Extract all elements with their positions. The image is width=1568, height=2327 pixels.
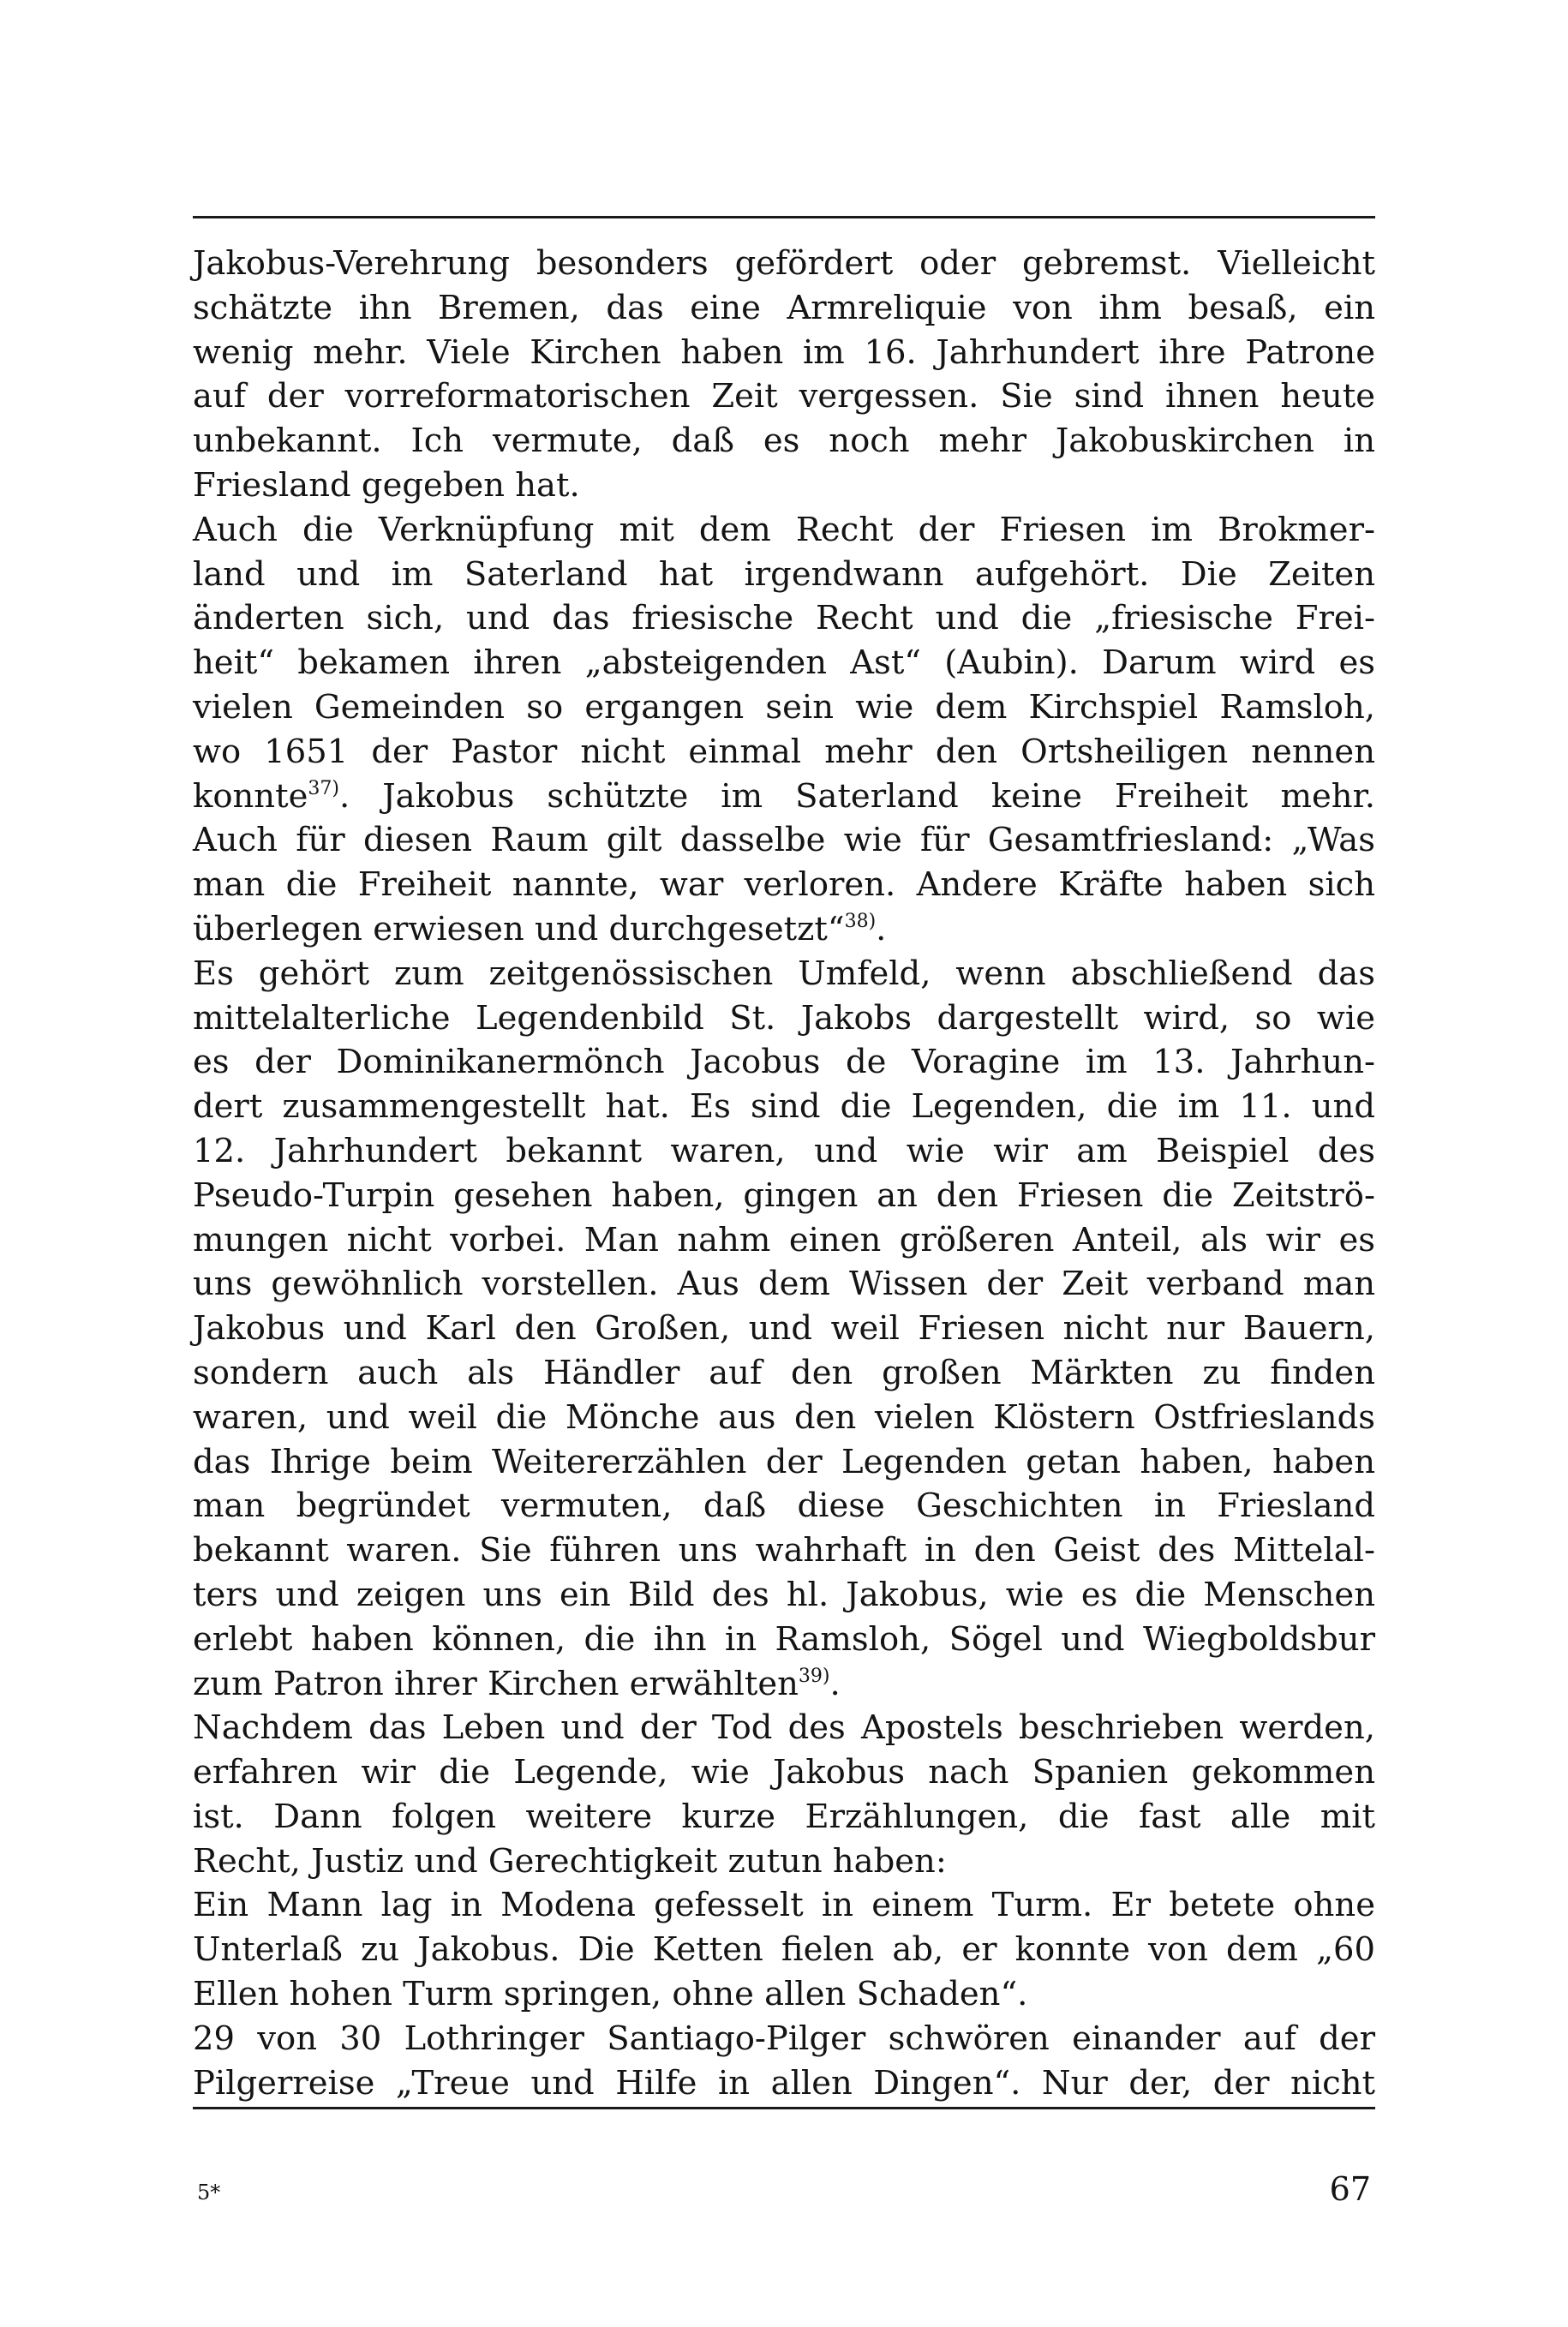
- text-line: Auch die Verknüpfung mit dem Recht der Friesen im Brokmer-: [193, 510, 1375, 549]
- text-line: änderten sich, und das friesische Recht und die „friesische Frei-: [193, 599, 1375, 638]
- text-line: vielen Gemeinden so ergangen sein wie dem Kirchspiel Ramsloh,: [193, 687, 1375, 727]
- text-line: wenig mehr. Viele Kirchen haben im 16. Jahrhundert ihre Patrone: [193, 332, 1375, 372]
- text-line: mittelalterliche Legendenbild St. Jakobs dargestellt wird, so wie: [193, 998, 1375, 1038]
- text-line: Friesland gegeben hat.: [193, 465, 580, 505]
- paragraph: [193, 1706, 1375, 1883]
- line-text: .: [876, 909, 887, 948]
- top-rule: [193, 216, 1375, 218]
- line-text: überlegen erwiesen und durchgesetzt“: [193, 909, 845, 948]
- bottom-rule: [193, 2107, 1375, 2109]
- line-text: . Jakobus schützte im Saterland keine Freiheit mehr.: [338, 776, 1375, 816]
- footnote-ref: 39): [798, 1665, 830, 1687]
- text-line: es der Dominikanermönch Jacobus de Voragine im 13. Jahrhun-: [193, 1043, 1375, 1082]
- text-line: dert zusammengestellt hat. Es sind die Legenden, die im 11. und: [193, 1087, 1375, 1127]
- paragraph: [193, 1883, 1375, 2016]
- text-line: uns gewöhnlich vorstellen. Aus dem Wissen der Zeit verband man: [193, 1265, 1375, 1304]
- text-line: [193, 907, 1375, 952]
- text-line: Es gehört zum zeitgenössischen Umfeld, wenn abschließend das: [193, 954, 1375, 993]
- text-line: Unterlaß zu Jakobus. Die Ketten fielen ab, er konnte von dem „60: [193, 1930, 1375, 1970]
- text-line: wo 1651 der Pastor nicht einmal mehr den Ortsheiligen nennen: [193, 732, 1375, 771]
- line-text: konnte: [193, 776, 308, 816]
- text-line: ters und zeigen uns ein Bild des hl. Jakobus, wie es die Menschen: [193, 1575, 1375, 1614]
- text-line: mungen nicht vorbei. Man nahm einen größeren Anteil, als wir es: [193, 1220, 1375, 1259]
- text-line: schätzte ihn Bremen, das eine Armreliquie von ihm besaß, ein: [193, 288, 1375, 327]
- text-line: Auch für diesen Raum gilt dasselbe wie für Gesamtfriesland: „Was: [193, 821, 1375, 860]
- text-line: Nachdem das Leben und der Tod des Apostels beschrieben werden,: [193, 1708, 1375, 1748]
- body-text: [193, 242, 1375, 2105]
- text-line: land und im Saterland hat irgendwann aufgehört. Die Zeiten: [193, 554, 1375, 594]
- signature-mark: 5*: [197, 2180, 221, 2204]
- text-line: man die Freiheit nannte, war verloren. Andere Kräfte haben sich: [193, 865, 1375, 905]
- text-line: Pseudo-Turpin gesehen haben, gingen an den Friesen die Zeitströ-: [193, 1175, 1375, 1215]
- text-line: erfahren wir die Legende, wie Jakobus nach Spanien gekommen: [193, 1753, 1375, 1792]
- text-line: [193, 1662, 1375, 1707]
- line-text: .: [829, 1664, 841, 1703]
- text-line: 29 von 30 Lothringer Santiago-Pilger schwören einander auf der: [193, 2019, 1375, 2058]
- text-line: sondern auch als Händler auf den großen Märkten zu finden: [193, 1353, 1375, 1392]
- text-line: ist. Dann folgen weitere kurze Erzählungen, die fast alle mit: [193, 1797, 1375, 1836]
- paragraph: [193, 952, 1375, 1707]
- text-line: Ein Mann lag in Modena gefesselt in einem Turm. Er betete ohne: [193, 1886, 1375, 1925]
- footnote-ref: 38): [844, 910, 877, 932]
- paragraph: [193, 242, 1375, 508]
- page-number: 67: [1329, 2170, 1371, 2208]
- text-line: Recht, Justiz und Gerechtigkeit zutun haben:: [193, 1841, 947, 1881]
- text-line: Jakobus-Verehrung besonders gefördert oder gebremst. Vielleicht: [193, 244, 1375, 283]
- text-line: auf der vorreformatorischen Zeit vergessen. Sie sind ihnen heute: [193, 377, 1375, 416]
- line-text: zum Patron ihrer Kirchen erwählten: [193, 1664, 799, 1703]
- text-line: Ellen hohen Turm springen, ohne allen Schaden“.: [193, 1975, 1028, 2014]
- paragraph: [193, 508, 1375, 952]
- text-line: Pilgerreise „Treue und Hilfe in allen Dingen“. Nur der, der nicht: [193, 2063, 1375, 2103]
- text-line: heit“ bekamen ihren „absteigenden Ast“ (Aubin). Darum wird es: [193, 643, 1375, 683]
- text-line: Jakobus und Karl den Großen, und weil Friesen nicht nur Bauern,: [193, 1309, 1375, 1349]
- text-line: das Ihrige beim Weitererzählen der Legenden getan haben, haben: [193, 1442, 1375, 1481]
- footnote-ref: 37): [308, 777, 339, 799]
- text-line: [193, 775, 1375, 819]
- paragraph: [193, 2017, 1375, 2106]
- text-line: bekannt waren. Sie führen uns wahrhaft in den Geist des Mittelal-: [193, 1531, 1375, 1570]
- text-line: erlebt haben können, die ihn in Ramsloh, Sögel und Wiegboldsbur: [193, 1619, 1375, 1659]
- text-line: man begründet vermuten, daß diese Geschichten in Friesland: [193, 1487, 1375, 1526]
- text-line: 12. Jahrhundert bekannt waren, und wie wir am Beispiel des: [193, 1131, 1375, 1170]
- text-line: unbekannt. Ich vermute, daß es noch mehr Jakobuskirchen in: [193, 422, 1375, 461]
- text-line: waren, und weil die Mönche aus den vielen Klöstern Ostfrieslands: [193, 1397, 1375, 1437]
